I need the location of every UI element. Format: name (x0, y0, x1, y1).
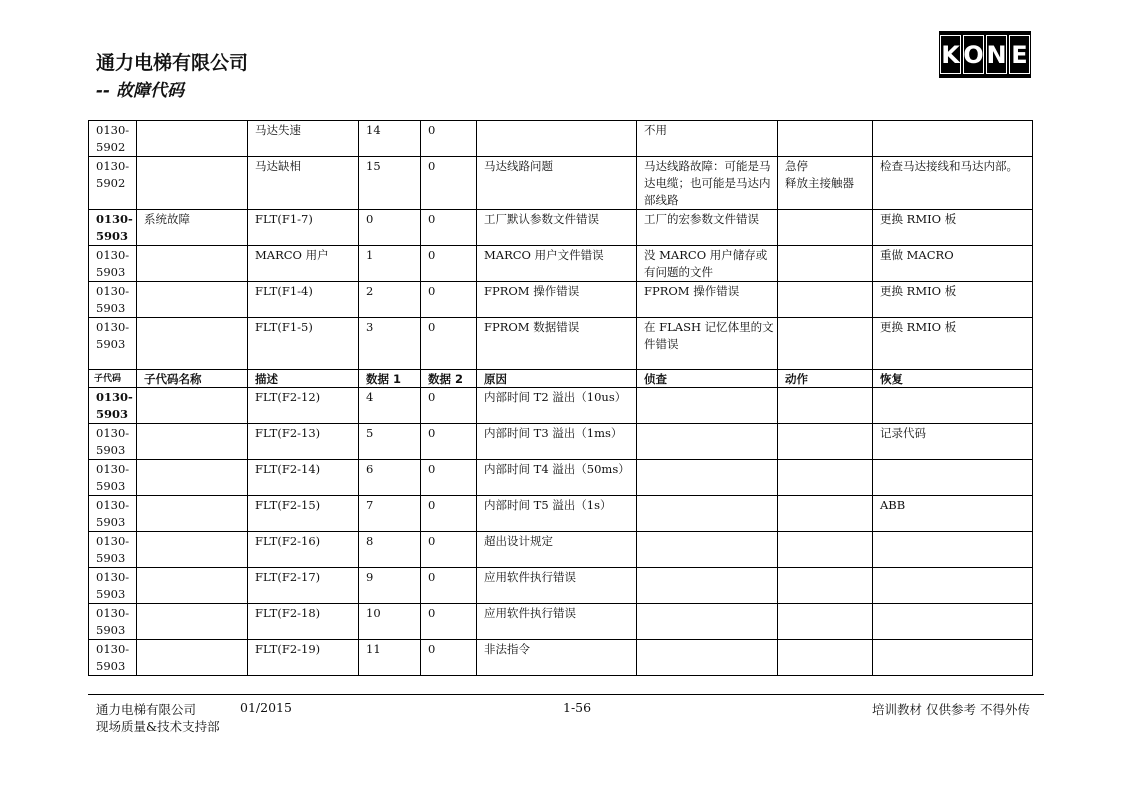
cell-recovery (873, 532, 1033, 568)
cell-sub-code-name (137, 568, 248, 604)
cell-sub-code: 0130-5903 (89, 282, 137, 318)
cell-detection (637, 640, 778, 676)
cell-sub-code: 0130-5903 (89, 640, 137, 676)
table-row (89, 121, 1033, 157)
header-cell-detection: 侦查 (637, 370, 778, 388)
cell-data-1: 7 (359, 496, 421, 532)
table-row (89, 282, 1033, 318)
cell-data-2: 0 (421, 246, 477, 282)
cell-sub-code-name (137, 460, 248, 496)
footer-company: 通力电梯有限公司 (96, 702, 197, 717)
cell-sub-code-name: 系统故障 (137, 210, 248, 246)
header-cell-sub-code-name: 子代码名称 (137, 370, 248, 388)
table-header-row (89, 370, 1033, 388)
table-row (89, 157, 1033, 210)
cell-data-2: 0 (421, 532, 477, 568)
cell-description: FLT(F2-14) (248, 460, 359, 496)
cell-action (778, 460, 873, 496)
cell-detection: 不用 (637, 121, 778, 157)
cell-description: 马达缺相 (248, 157, 359, 210)
cell-data-2: 0 (421, 460, 477, 496)
cell-sub-code: 0130-5903 (89, 496, 137, 532)
fault-code-table (88, 120, 1033, 676)
cell-action (778, 282, 873, 318)
cell-recovery: 更换 RMIO 板 (873, 318, 1033, 370)
cell-recovery: 记录代码 (873, 424, 1033, 460)
cell-data-2: 0 (421, 424, 477, 460)
company-title: 通力电梯有限公司 (96, 52, 249, 74)
cell-cause: 马达线路问题 (477, 157, 637, 210)
cell-data-1: 2 (359, 282, 421, 318)
cell-data-2: 0 (421, 121, 477, 157)
cell-action (778, 388, 873, 424)
table-row (89, 640, 1033, 676)
cell-sub-code-name (137, 121, 248, 157)
cell-sub-code-name (137, 282, 248, 318)
cell-sub-code: 0130-5903 (89, 568, 137, 604)
cell-detection (637, 388, 778, 424)
cell-cause: FPROM 数据错误 (477, 318, 637, 370)
cell-recovery (873, 604, 1033, 640)
cell-data-2: 0 (421, 640, 477, 676)
cell-sub-code-name (137, 388, 248, 424)
cell-description: FLT(F2-15) (248, 496, 359, 532)
cell-cause: 内部时间 T4 溢出（50ms） (477, 460, 637, 496)
cell-detection (637, 568, 778, 604)
table-row (89, 532, 1033, 568)
cell-cause: 应用软件执行错误 (477, 568, 637, 604)
cell-detection: 没 MARCO 用户储存或有问题的文件 (637, 246, 778, 282)
table-row (89, 246, 1033, 282)
cell-description: FLT(F1-4) (248, 282, 359, 318)
cell-description: FLT(F2-19) (248, 640, 359, 676)
footer-page-number: 1-56 (563, 700, 592, 715)
cell-data-1: 3 (359, 318, 421, 370)
cell-cause (477, 121, 637, 157)
cell-data-1: 8 (359, 532, 421, 568)
cell-action (778, 210, 873, 246)
footer-divider (88, 694, 1044, 695)
table-row (89, 460, 1033, 496)
cell-data-1: 14 (359, 121, 421, 157)
footer-date: 01/2015 (240, 700, 292, 715)
cell-action (778, 568, 873, 604)
cell-action (778, 424, 873, 460)
logo-letter-e: E (1009, 35, 1030, 74)
cell-description: FLT(F2-17) (248, 568, 359, 604)
cell-recovery: ABB (873, 496, 1033, 532)
cell-sub-code-name (137, 604, 248, 640)
table-row (89, 318, 1033, 370)
cell-action (778, 496, 873, 532)
cell-detection (637, 604, 778, 640)
cell-cause: 工厂默认参数文件错误 (477, 210, 637, 246)
cell-data-1: 15 (359, 157, 421, 210)
cell-data-2: 0 (421, 568, 477, 604)
table-row (89, 496, 1033, 532)
cell-detection (637, 460, 778, 496)
logo-letter-o: O (963, 35, 984, 74)
cell-recovery (873, 568, 1033, 604)
cell-recovery (873, 388, 1033, 424)
cell-cause: MARCO 用户文件错误 (477, 246, 637, 282)
cell-sub-code: 0130-5903 (89, 246, 137, 282)
cell-data-2: 0 (421, 388, 477, 424)
cell-cause: FPROM 操作错误 (477, 282, 637, 318)
cell-data-1: 1 (359, 246, 421, 282)
footer-department: 现场质量&技术支持部 (96, 719, 220, 734)
cell-detection: FPROM 操作错误 (637, 282, 778, 318)
cell-description: FLT(F1-7) (248, 210, 359, 246)
header-cell-data-2: 数据 2 (421, 370, 477, 388)
cell-sub-code: 0130-5903 (89, 532, 137, 568)
table-body (89, 121, 1033, 676)
cell-description: 马达失速 (248, 121, 359, 157)
cell-detection (637, 424, 778, 460)
cell-sub-code: 0130-5903 (89, 210, 137, 246)
cell-detection (637, 532, 778, 568)
header-cell-description: 描述 (248, 370, 359, 388)
table-row (89, 388, 1033, 424)
cell-data-1: 10 (359, 604, 421, 640)
cell-action (778, 246, 873, 282)
cell-recovery: 更换 RMIO 板 (873, 282, 1033, 318)
cell-recovery: 重做 MACRO (873, 246, 1033, 282)
cell-data-2: 0 (421, 210, 477, 246)
cell-sub-code: 0130-5903 (89, 424, 137, 460)
cell-data-1: 0 (359, 210, 421, 246)
cell-sub-code-name (137, 157, 248, 210)
cell-action: 急停 释放主接触器 (778, 157, 873, 210)
cell-data-1: 11 (359, 640, 421, 676)
table-row (89, 568, 1033, 604)
section-subtitle: -- 故障代码 (96, 81, 185, 101)
logo-letter-k: K (940, 35, 961, 74)
cell-detection: 工厂的宏参数文件错误 (637, 210, 778, 246)
cell-description: FLT(F2-18) (248, 604, 359, 640)
cell-data-2: 0 (421, 157, 477, 210)
cell-detection (637, 496, 778, 532)
cell-recovery: 更换 RMIO 板 (873, 210, 1033, 246)
cell-sub-code-name (137, 318, 248, 370)
cell-sub-code: 0130-5903 (89, 318, 137, 370)
table-row (89, 210, 1033, 246)
cell-action (778, 121, 873, 157)
cell-description: MARCO 用户 (248, 246, 359, 282)
cell-recovery (873, 460, 1033, 496)
cell-sub-code-name (137, 496, 248, 532)
cell-action (778, 640, 873, 676)
cell-description: FLT(F2-16) (248, 532, 359, 568)
header-cell-data-1: 数据 1 (359, 370, 421, 388)
logo-letter-n: N (986, 35, 1007, 74)
cell-data-2: 0 (421, 318, 477, 370)
cell-data-2: 0 (421, 496, 477, 532)
cell-data-1: 6 (359, 460, 421, 496)
cell-data-1: 5 (359, 424, 421, 460)
cell-sub-code: 0130-5903 (89, 460, 137, 496)
cell-action (778, 532, 873, 568)
cell-action (778, 318, 873, 370)
kone-logo (939, 31, 1031, 78)
table-row (89, 424, 1033, 460)
cell-sub-code-name (137, 532, 248, 568)
cell-description: FLT(F1-5) (248, 318, 359, 370)
cell-data-2: 0 (421, 282, 477, 318)
cell-sub-code-name (137, 246, 248, 282)
footer-notice: 培训教材 仅供参考 不得外传 (872, 702, 1030, 717)
cell-description: FLT(F2-12) (248, 388, 359, 424)
cell-cause: 超出设计规定 (477, 532, 637, 568)
cell-description: FLT(F2-13) (248, 424, 359, 460)
cell-detection: 马达线路故障：可能是马达电缆；也可能是马达内部线路 (637, 157, 778, 210)
cell-sub-code: 0130-5902 (89, 121, 137, 157)
header-cell-cause: 原因 (477, 370, 637, 388)
cell-cause: 内部时间 T3 溢出（1ms） (477, 424, 637, 460)
cell-sub-code-name (137, 640, 248, 676)
cell-sub-code: 0130-5903 (89, 604, 137, 640)
cell-data-1: 4 (359, 388, 421, 424)
cell-sub-code-name (137, 424, 248, 460)
cell-action (778, 604, 873, 640)
cell-sub-code: 0130-5903 (89, 388, 137, 424)
cell-cause: 内部时间 T5 溢出（1s） (477, 496, 637, 532)
cell-data-2: 0 (421, 604, 477, 640)
cell-sub-code: 0130-5902 (89, 157, 137, 210)
header-cell-action: 动作 (778, 370, 873, 388)
cell-recovery (873, 121, 1033, 157)
cell-recovery: 检查马达接线和马达内部。 (873, 157, 1033, 210)
cell-detection: 在 FLASH 记忆体里的文件错误 (637, 318, 778, 370)
cell-cause: 应用软件执行错误 (477, 604, 637, 640)
cell-data-1: 9 (359, 568, 421, 604)
header-cell-sub-code: 子代码 (89, 370, 137, 388)
header-cell-recovery: 恢复 (873, 370, 1033, 388)
cell-cause: 非法指令 (477, 640, 637, 676)
cell-recovery (873, 640, 1033, 676)
cell-cause: 内部时间 T2 溢出（10us） (477, 388, 637, 424)
table-row (89, 604, 1033, 640)
